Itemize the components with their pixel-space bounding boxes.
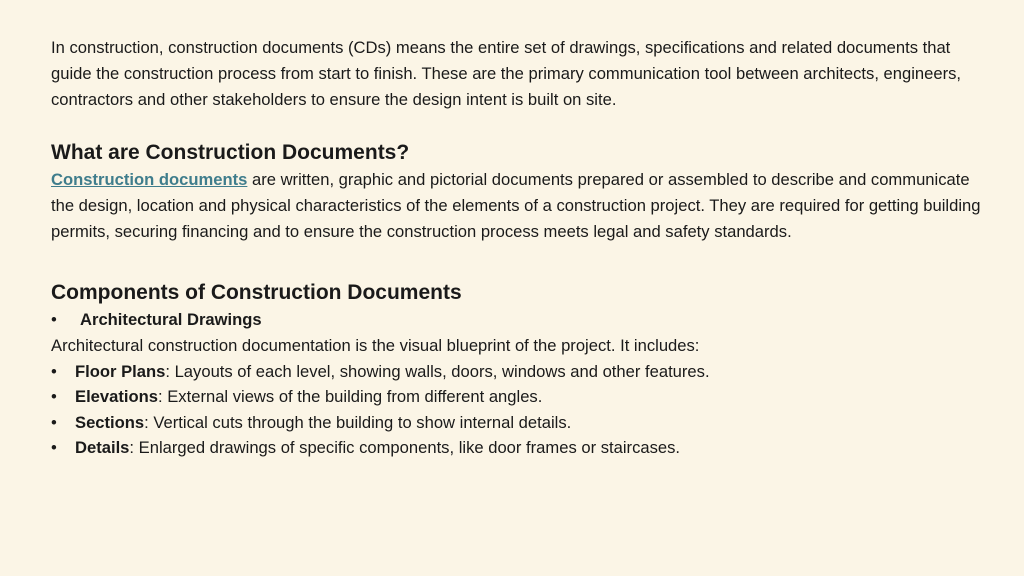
what-are-cds-paragraph bbox=[51, 167, 984, 245]
components-list bbox=[51, 307, 984, 333]
what-are-cds-body: are written, graphic and pictorial documents prepared or assembled to describe and communicate the design, location and physical characteristics of the elements of a construction project. They are required for getting building permits, securing financing and to ensure the construction process meets legal and safety standards. bbox=[51, 170, 981, 241]
heading-components: Components of Construction Documents bbox=[51, 281, 462, 304]
item-term: Elevations bbox=[75, 387, 159, 406]
bullet-marker: • bbox=[51, 361, 57, 381]
heading-what-are-cds: What are Construction Documents? bbox=[51, 141, 410, 164]
bullet-marker: • bbox=[51, 310, 57, 329]
item-term: Floor Plans bbox=[75, 361, 166, 381]
architectural-drawings-subheading: Architectural Drawings bbox=[80, 310, 262, 329]
bullet-marker: • bbox=[51, 387, 57, 406]
intro-paragraph: In construction, construction documents (CDs) means the entire set of drawings, specifications and related documents that guide the construction process from start to finish. These are the primary communication tool between architects, engineers, contractors and other stakeholders to ensure the design intent is built on site. bbox=[51, 38, 962, 109]
bullet-marker: • bbox=[51, 438, 57, 457]
list-item bbox=[51, 359, 984, 385]
architectural-items-list bbox=[51, 359, 984, 461]
item-desc: : External views of the building from different angles. bbox=[158, 387, 543, 406]
item-term: Details bbox=[75, 438, 130, 457]
list-item bbox=[51, 384, 984, 410]
list-item bbox=[51, 410, 984, 436]
architectural-lead-paragraph: Architectural construction documentation is the visual blueprint of the project. It includes: bbox=[51, 335, 700, 355]
architectural-drawings-item bbox=[51, 307, 984, 333]
item-desc: : Vertical cuts through the building to show internal details. bbox=[144, 412, 572, 432]
item-term: Sections bbox=[75, 412, 145, 432]
item-desc: : Layouts of each level, showing walls, doors, windows and other features. bbox=[165, 361, 710, 381]
bullet-marker: • bbox=[51, 412, 57, 432]
list-item bbox=[51, 435, 984, 461]
item-desc: : Enlarged drawings of specific components, like door frames or staircases. bbox=[129, 438, 681, 457]
construction-documents-link[interactable]: Construction documents bbox=[51, 170, 248, 189]
